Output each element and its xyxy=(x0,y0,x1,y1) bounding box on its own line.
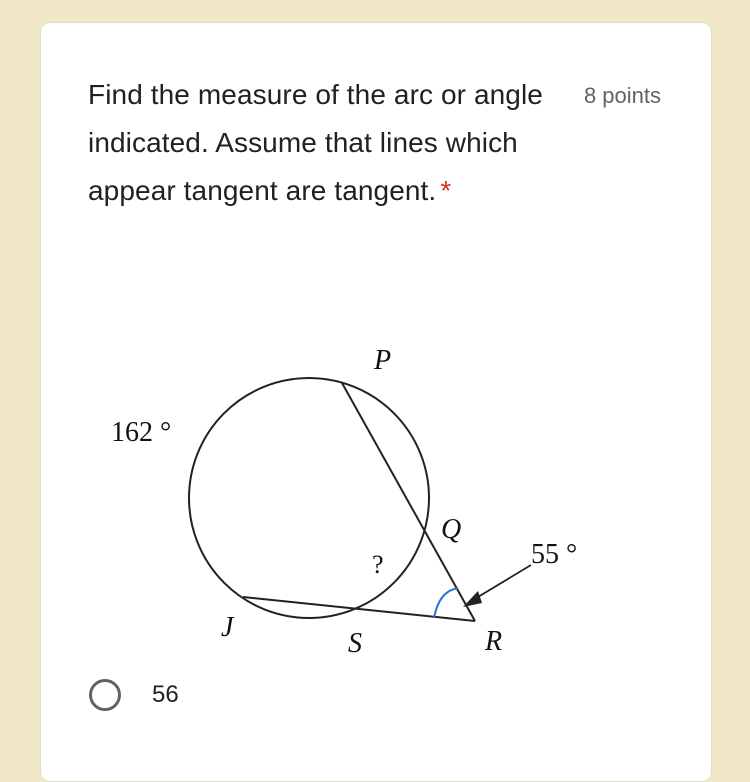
label-r: R xyxy=(485,626,503,657)
label-angle-measure: 55 ° xyxy=(531,539,578,570)
angle-arrow-head xyxy=(463,591,482,607)
points-label: 8 points xyxy=(583,83,661,108)
answer-option[interactable] xyxy=(89,679,179,711)
geometry-figure xyxy=(101,313,621,663)
angle-arc xyxy=(434,588,458,618)
option-label: 56 xyxy=(152,681,179,708)
circle xyxy=(189,378,429,618)
label-unknown: ? xyxy=(372,550,384,579)
question-title xyxy=(88,71,548,215)
label-arc-measure: 162 ° xyxy=(111,417,172,448)
label-q: Q xyxy=(441,514,462,545)
label-s: S xyxy=(348,628,362,659)
label-p: P xyxy=(374,345,392,376)
angle-arrow-line xyxy=(473,565,531,600)
question-card xyxy=(40,22,712,782)
label-j: J xyxy=(221,612,234,643)
required-marker: * xyxy=(440,175,452,206)
radio-button[interactable] xyxy=(89,679,121,711)
question-text: Find the measure of the arc or angle indicated. Assume that lines which appear tangent are tangent. xyxy=(88,79,543,206)
secant-pr xyxy=(342,383,475,621)
